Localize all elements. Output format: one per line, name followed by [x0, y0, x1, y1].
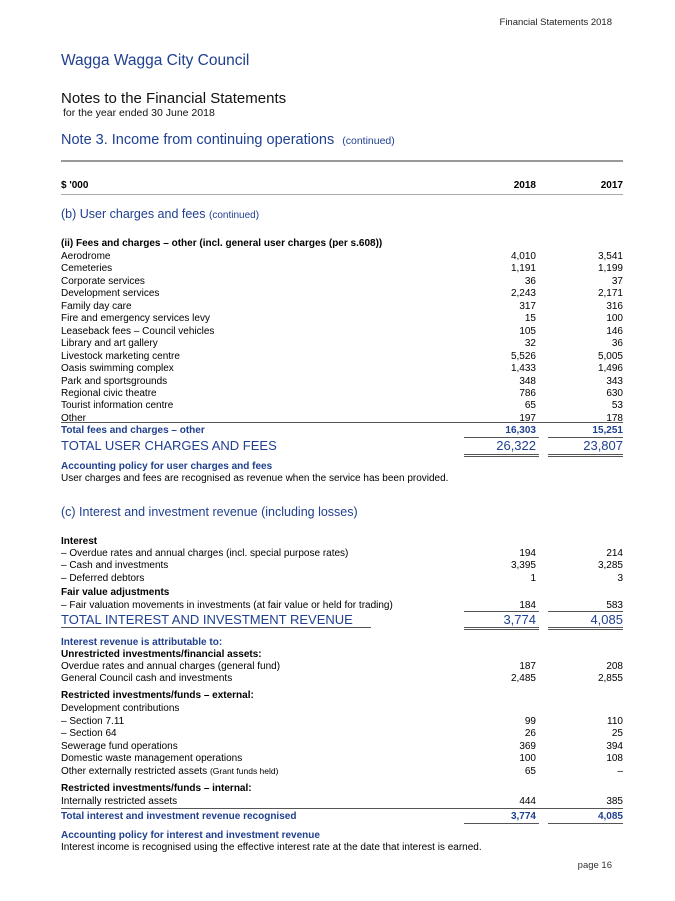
fees-row [61, 313, 623, 326]
fair-value-row-label: – Fair valuation movements in investments (at fair value or held for trading) [61, 600, 393, 611]
other-restricted-2018: 65 [524, 766, 536, 777]
interest-row [61, 548, 623, 561]
section-b-title-note: (continued) [209, 210, 260, 221]
interest-heading [61, 536, 623, 549]
unrestricted-row [61, 673, 623, 686]
unrestricted-row-2017: 2,855 [597, 673, 623, 685]
fees-row-2018: 348 [519, 375, 536, 387]
internal-restricted-row-2018: 444 [519, 796, 536, 807]
internal-restricted-heading: Restricted investments/funds – internal: [61, 783, 252, 794]
fees-row [61, 413, 623, 426]
user-charges-total-2017: 23,807 [583, 438, 623, 453]
fees-row-label: Oasis swimming complex [61, 363, 174, 375]
recognised-total-2017: 4,085 [597, 811, 623, 822]
fees-row-2018: 317 [519, 300, 536, 312]
external-restricted-row [61, 741, 623, 754]
fees-row-2018: 15 [524, 313, 536, 325]
interest-policy-text: Interest income is recognised using the effective interest rate at the date that interest is earned. [61, 842, 482, 853]
fees-row-label: Tourist information centre [61, 400, 174, 412]
other-restricted-label [61, 766, 278, 777]
fees-subtotal-row [61, 425, 623, 438]
interest-row-2018: 3,395 [510, 560, 536, 572]
fees-row [61, 301, 623, 314]
fees-row [61, 363, 623, 376]
external-restricted-row [61, 728, 623, 741]
header-rule [61, 160, 623, 162]
fees-row-label: Other [61, 412, 87, 424]
external-restricted-row [61, 716, 623, 729]
document-header: Financial Statements 2018 [499, 17, 612, 28]
fees-row-label: Livestock marketing centre [61, 350, 180, 362]
fees-row-2018: 65 [524, 400, 536, 412]
other-restricted-note: (Grant funds held) [209, 766, 279, 776]
interest-heading-text: Interest [61, 536, 98, 547]
period-subtitle: for the year ended 30 June 2018 [63, 107, 215, 119]
fees-row-2017: 1,496 [597, 363, 623, 375]
external-restricted-row [61, 753, 623, 766]
external-restricted-row-label: – Section 7.11 [61, 716, 125, 727]
other-restricted-label-text: Other externally restricted assets [61, 766, 208, 777]
fees-row-2017: 2,171 [597, 288, 623, 300]
external-restricted-row-label: – Section 64 [61, 728, 117, 740]
interest-row-2018: 1 [530, 572, 536, 584]
note-title-text: Note 3. Income from continuing operations [61, 132, 335, 148]
fees-row [61, 251, 623, 264]
external-restricted-heading: Restricted investments/funds – external: [61, 690, 254, 701]
internal-restricted-row [61, 796, 623, 809]
interest-double-underline-2017 [548, 627, 623, 630]
fees-row-2017: 5,005 [597, 350, 623, 362]
fees-row-2018: 4,010 [510, 251, 536, 262]
notes-title: Notes to the Financial Statements [61, 90, 287, 107]
fees-subtotal-2018: 16,303 [505, 425, 536, 436]
user-charges-total-2018: 26,322 [496, 438, 536, 453]
user-charges-policy-heading: Accounting policy for user charges and fees [61, 461, 273, 472]
fees-row-2018: 786 [519, 387, 536, 399]
recognised-total-2018: 3,774 [510, 811, 536, 822]
interest-total-label: TOTAL INTEREST AND INVESTMENT REVENUE [61, 612, 353, 627]
fees-row [61, 288, 623, 301]
fees-row-2017: 37 [611, 275, 623, 287]
interest-total-2018: 3,774 [503, 612, 536, 627]
fees-row [61, 338, 623, 351]
fees-subheading [61, 238, 623, 251]
year-2018-header: 2018 [513, 180, 536, 191]
external-restricted-row-label: Domestic waste management operations [61, 753, 243, 765]
interest-row-2017: 214 [606, 548, 623, 559]
development-contributions-label: Development contributions [61, 703, 180, 714]
fees-subheading-text: (ii) Fees and charges – other (incl. general user charges (per s.608)) [61, 238, 383, 249]
fees-subtotal-2017: 15,251 [592, 425, 623, 436]
unrestricted-heading: Unrestricted investments/financial assets: [61, 649, 262, 660]
external-restricted-row-2017: 25 [611, 728, 623, 740]
fees-row-2018: 5,526 [510, 350, 536, 362]
fees-row-2018: 32 [524, 338, 536, 350]
internal-restricted-row-2017: 385 [606, 796, 623, 807]
recognised-total-label: Total interest and investment revenue recognised [61, 811, 297, 822]
fees-row-label: Cemeteries [61, 263, 113, 275]
fees-row-label: Aerodrome [61, 251, 111, 262]
interest-row-2017: 3 [617, 572, 623, 584]
interest-row [61, 560, 623, 573]
section-b-title [61, 207, 259, 221]
section-b-title-text: (b) User charges and fees [61, 207, 206, 221]
unit-column-header: $ '000 [61, 180, 89, 191]
interest-total-2017: 4,085 [590, 612, 623, 627]
recognised-total-row [61, 811, 623, 824]
unrestricted-row [61, 661, 623, 674]
unrestricted-row-2018: 187 [519, 661, 536, 672]
fees-row-2018: 36 [524, 275, 536, 287]
internal-restricted-row-label: Internally restricted assets [61, 796, 178, 807]
fair-value-heading-text: Fair value adjustments [61, 587, 170, 598]
external-restricted-row-2018: 369 [519, 740, 536, 752]
fees-row [61, 263, 623, 276]
fair-value-row-2017: 583 [606, 600, 623, 611]
fees-row [61, 388, 623, 401]
external-restricted-row-2017: 394 [606, 740, 623, 752]
fees-row-2017: 36 [611, 338, 623, 350]
total-double-underline-2018 [464, 454, 539, 457]
fees-row-2017: 630 [606, 387, 623, 399]
note-continued: (continued) [342, 135, 395, 147]
user-charges-policy-text: User charges and fees are recognised as revenue when the service has been provided. [61, 473, 449, 484]
fees-row-2017: 178 [606, 412, 623, 424]
fair-value-heading [61, 587, 623, 600]
subtotal-rule [61, 422, 623, 423]
fees-row-label: Leaseback fees – Council vehicles [61, 325, 215, 337]
fees-row-2018: 105 [519, 325, 536, 337]
fees-row [61, 326, 623, 339]
year-2017-header: 2017 [600, 180, 623, 191]
recognised-total-rule [61, 808, 623, 809]
fees-row-label: Regional civic theatre [61, 387, 157, 399]
external-restricted-row-2017: 108 [606, 753, 623, 765]
interest-row-2018: 194 [519, 548, 536, 559]
unrestricted-row-label: General Council cash and investments [61, 673, 233, 685]
unrestricted-row-2017: 208 [606, 661, 623, 672]
fees-row-2017: 53 [611, 400, 623, 412]
fees-row-2018: 1,433 [510, 363, 536, 375]
council-name: Wagga Wagga City Council [61, 52, 250, 69]
unrestricted-row-2018: 2,485 [510, 673, 536, 685]
interest-total-label-underline [61, 627, 371, 628]
attributable-heading: Interest revenue is attributable to: [61, 637, 223, 648]
fees-row-label: Corporate services [61, 275, 145, 287]
column-rule [61, 194, 623, 195]
fees-row [61, 400, 623, 413]
fair-value-row-2018: 184 [519, 600, 536, 611]
external-restricted-row-2018: 26 [524, 728, 536, 740]
fees-row-label: Development services [61, 288, 160, 300]
total-double-underline-2017 [548, 454, 623, 457]
fees-row [61, 276, 623, 289]
fees-row-2017: 343 [606, 375, 623, 387]
fees-row-2018: 197 [519, 412, 536, 424]
interest-row-2017: 3,285 [597, 560, 623, 572]
fees-row [61, 376, 623, 389]
interest-row-label: – Cash and investments [61, 560, 169, 572]
fees-row-label: Park and sportsgrounds [61, 375, 168, 387]
other-restricted-2017: – [617, 766, 623, 777]
interest-total-row [61, 612, 623, 628]
interest-policy-heading: Accounting policy for interest and investment revenue [61, 830, 320, 841]
recognised-underline-2017 [548, 823, 623, 824]
fees-row-label: Family day care [61, 300, 132, 312]
user-charges-total-label: TOTAL USER CHARGES AND FEES [61, 438, 277, 453]
fees-row-2017: 3,541 [597, 251, 623, 262]
recognised-underline-2018 [464, 823, 539, 824]
interest-row-label: – Overdue rates and annual charges (incl. special purpose rates) [61, 548, 349, 559]
section-c-title: (c) Interest and investment revenue (including losses) [61, 505, 358, 519]
fees-row-label: Fire and emergency services levy [61, 313, 210, 325]
external-restricted-row-2018: 100 [519, 753, 536, 765]
note-title [61, 132, 395, 148]
fees-row-2018: 1,191 [510, 263, 536, 275]
interest-row-label: – Deferred debtors [61, 572, 145, 584]
external-restricted-row-label: Sewerage fund operations [61, 740, 178, 752]
fees-subtotal-label: Total fees and charges – other [61, 425, 205, 436]
fees-row-2018: 2,243 [510, 288, 536, 300]
page-number: page 16 [577, 860, 612, 871]
external-restricted-row-2017: 110 [607, 716, 623, 727]
other-restricted-row [61, 766, 623, 779]
fees-row-2017: 100 [606, 313, 623, 325]
fees-row-2017: 316 [606, 300, 623, 312]
interest-double-underline-2018 [464, 627, 539, 630]
unrestricted-row-label: Overdue rates and annual charges (general fund) [61, 661, 281, 672]
fees-row-2017: 146 [606, 325, 623, 337]
fees-row-label: Library and art gallery [61, 338, 158, 350]
fees-row [61, 351, 623, 364]
external-restricted-row-2018: 99 [524, 716, 536, 727]
user-charges-total-row [61, 438, 623, 454]
fees-row-2017: 1,199 [597, 263, 623, 275]
interest-row [61, 573, 623, 586]
